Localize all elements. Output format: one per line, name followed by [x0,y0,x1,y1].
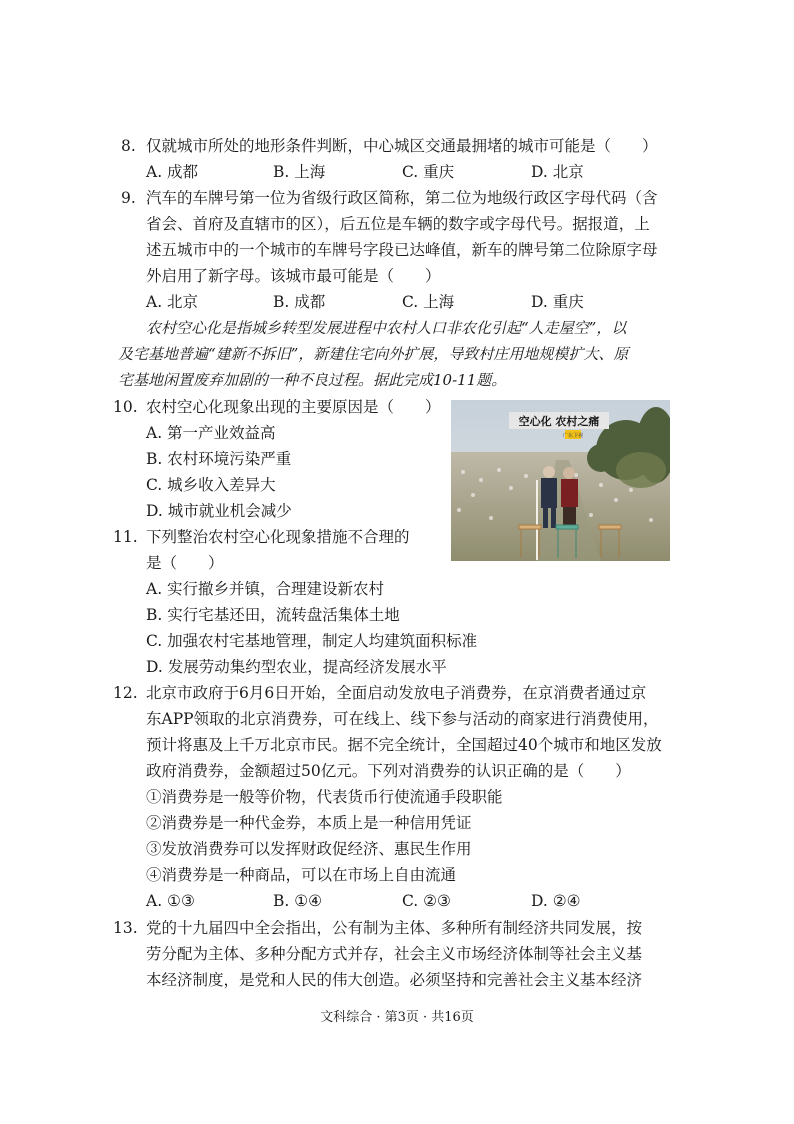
q8-number: 8. [121,137,136,155]
q12-option-b: B. ①④ [273,892,323,910]
q10-option-d: D. 城市就业机会减少 [146,502,292,520]
q12-statement-1: ①消费券是一般等价物，代表货币行使流通手段职能 [146,788,503,806]
q8-option-a: A. 成都 [146,163,199,181]
q10-option-b: B. 农村环境污染严重 [146,450,292,468]
q9-option-a: A. 北京 [146,293,199,311]
q11-option-b: B. 实行宅基还田，流转盘活集体土地 [146,606,400,624]
q12-option-c: C. ②③ [402,892,451,910]
q11-option-c: C. 加强农村宅基地管理，制定人均建筑面积标准 [146,632,478,650]
q11-option-a: A. 实行撤乡并镇，合理建设新农村 [146,580,385,598]
q9-option-c: C. 上海 [402,293,455,311]
passage-line-3: 宅基地闲置废弃加剧的一种不良过程。据此完成10-11题。 [118,371,507,389]
q9-stem-line-2: 省会、首府及直辖市的区），后五位是车辆的数字或字母代号。据报道，上 [146,215,650,233]
q10-number: 10. [113,398,138,416]
rural-hollowing-photo [451,400,670,561]
q13-stem-line-1: 党的十九届四中全会指出，公有制为主体、多种所有制经济共同发展，按 [146,919,643,937]
q12-statement-3: ③发放消费券可以发挥财政促经济、惠民生作用 [146,840,472,858]
q13-number: 13. [113,919,138,937]
q10-option-a: A. 第一产业效益高 [146,424,276,442]
q8-option-b: B. 上海 [273,163,326,181]
passage-line-1: 农村空心化是指城乡转型发展进程中农村人口非农化引起“人走屋空”，以 [146,319,627,337]
q12-stem-line-4: 政府消费券，金额超过50亿元。下列对消费券的认识正确的是（ ） [146,762,631,780]
passage-line-2: 及宅基地普遍“建新不拆旧”，新建住宅向外扩展，导致村庄用地规模扩大、原 [118,345,629,363]
q10-stem: 农村空心化现象出现的主要原因是（ ） [146,398,441,416]
q11-stem-line-2: 是（ ） [146,554,224,572]
photo-illustration [451,400,670,561]
q8-stem: 仅就城市所处的地形条件判断，中心城区交通最拥堵的城市可能是（ ） [146,137,658,155]
q11-stem-line-1: 下列整治农村空心化现象措施不合理的 [146,528,410,546]
q9-stem-line-3: 述五城市中的一个城市的车牌号字段已达峰值，新车的牌号第二位除原字母 [146,241,658,259]
q13-stem-line-3: 本经济制度，是党和人民的伟大创造。必须坚持和完善社会主义基本经济 [146,971,643,989]
q11-number: 11. [113,528,138,546]
q12-statement-4: ④消费券是一种商品，可以在市场上自由流通 [146,866,457,884]
q12-number: 12. [113,684,138,702]
q13-stem-line-2: 劳分配为主体、多种分配方式并存，社会主义市场经济体制等社会主义基 [146,945,643,963]
page-footer: 文科综合 · 第3页 · 共16页 [320,1010,474,1025]
q12-option-a: A. ①③ [146,892,195,910]
q12-stem-line-1: 北京市政府于6月6日开始，全面启动发放电子消费券，在京消费者通过京 [146,684,647,702]
q9-option-d: D. 重庆 [531,293,584,311]
q8-option-d: D. 北京 [531,163,584,181]
photo-caption: 空心化 农村之痛 [518,415,600,428]
q9-option-b: B. 成都 [273,293,326,311]
q12-stem-line-3: 预计将惠及上千万北京市民。据不完全统计，全国超过40个城市和地区发放 [146,736,662,754]
q8-option-c: C. 重庆 [402,163,455,181]
q9-stem-line-4: 外启用了新字母。该城市最可能是（ ） [146,267,441,285]
q12-option-d: D. ②④ [531,892,581,910]
photo-tv-logo: 广东卫视 [562,433,584,439]
q12-statement-2: ②消费券是一种代金券，本质上是一种信用凭证 [146,814,472,832]
q11-option-d: D. 发展劳动集约型农业，提高经济发展水平 [146,658,447,676]
q9-number: 9. [121,189,136,207]
q10-option-c: C. 城乡收入差异大 [146,476,276,494]
q9-stem-line-1: 汽车的车牌号第一位为省级行政区简称，第二位为地级行政区字母代码（含 [146,189,658,207]
q12-stem-line-2: 东APP领取的北京消费券，可在线上、线下参与活动的商家进行消费使用， [146,710,659,728]
